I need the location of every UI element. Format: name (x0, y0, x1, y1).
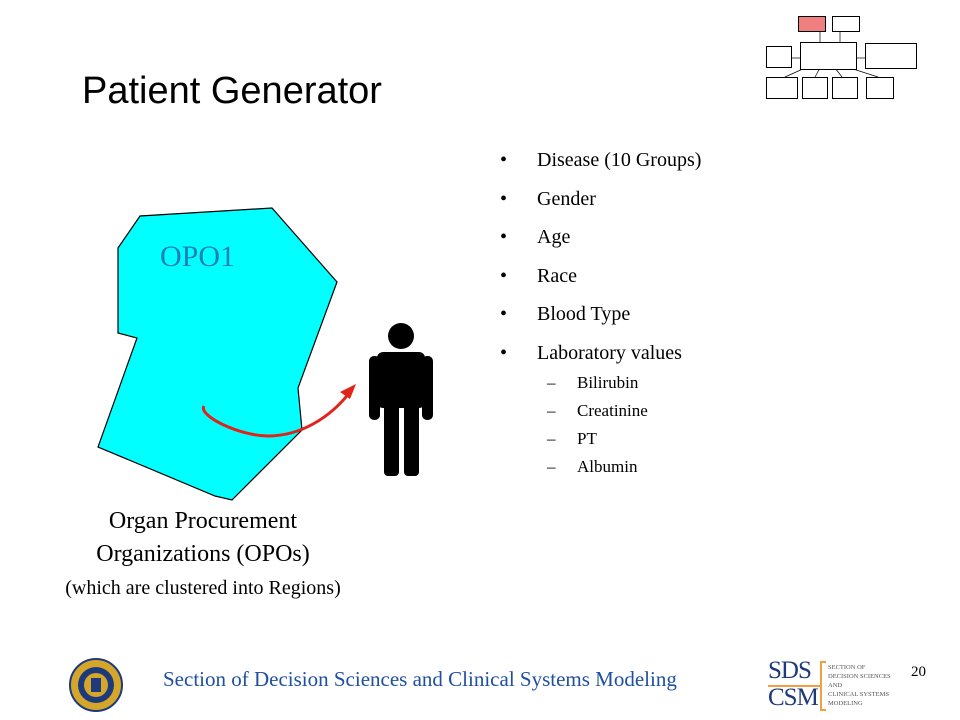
logo-line: SECTION OF (828, 664, 866, 671)
bullet-item: • Disease (10 Groups) (500, 145, 701, 184)
sub-bullet-list (547, 372, 648, 484)
logo-line: MODELING (828, 700, 863, 707)
logo-bracket (820, 661, 826, 711)
sub-bullet-item: – Bilirubin (547, 372, 648, 400)
logo-csm: CSM (768, 684, 818, 711)
bullet-item: • Race (500, 261, 701, 300)
bullet-list (500, 145, 701, 376)
sds-csm-logo (768, 657, 898, 711)
bullet-item: • Age (500, 222, 701, 261)
bullet-item: • Gender (500, 184, 701, 223)
arrow-head (340, 384, 356, 399)
slide-title: Patient Generator (82, 70, 382, 112)
logo-line: AND (828, 682, 843, 689)
logo-lines (828, 663, 891, 708)
page-number: 20 (911, 664, 926, 680)
caption-sub: (which are clustered into Regions) (65, 577, 341, 599)
bullet-item: • Laboratory values (500, 338, 701, 377)
footer-text: Section of Decision Sciences and Clinical Systems Modeling (163, 667, 677, 691)
logo-sds: SDS (768, 657, 811, 684)
person-icon (369, 323, 433, 476)
logo-line: DECISION SCIENCES (828, 673, 891, 680)
sub-bullet-item: – Albumin (547, 456, 648, 484)
sub-bullet-item: – PT (547, 428, 648, 456)
logo-line: CLINICAL SYSTEMS (828, 691, 889, 698)
bullet-item: • Blood Type (500, 299, 701, 338)
opo-caption (48, 505, 358, 601)
caption-main: Organ Procurement Organizations (OPOs) (96, 508, 310, 567)
sub-bullet-item: – Creatinine (547, 400, 648, 428)
university-seal-icon (68, 657, 124, 713)
opo-label: OPO1 (160, 240, 236, 273)
